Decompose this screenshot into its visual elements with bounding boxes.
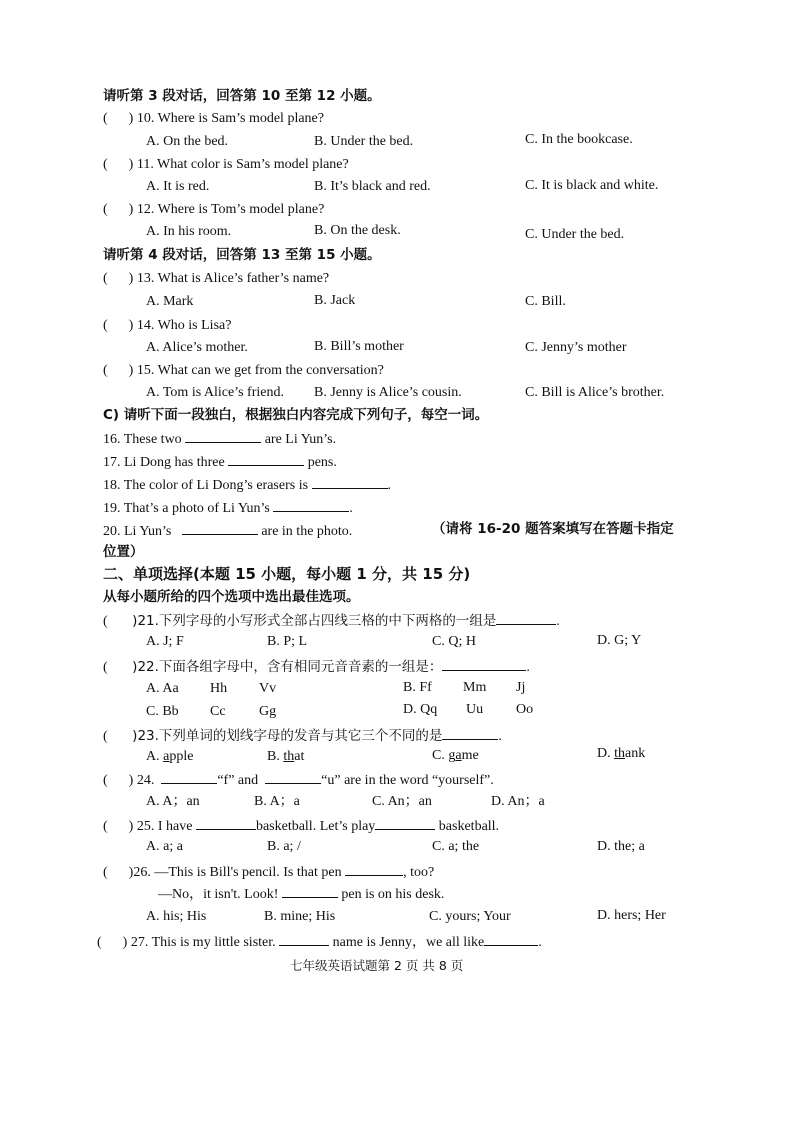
question-26: ( )26. —This is Bill's pencil. Is that pen , too? [103,862,434,882]
option-c: C. Bill. [525,294,566,309]
question-15: ( ) 15. What can we get from the conversation? [103,363,384,378]
option-b: B. It’s black and red. [314,179,431,194]
question-text: )23.下列单词的划线字母的发音与其它三个不同的是 [132,728,443,744]
section-2-header: 二、单项选择(本题 15 小题，每小题 1 分，共 15 分) [103,565,471,583]
question-10: ( ) 10. Where is Sam’s model plane? [103,111,324,126]
question-20: 20. Li Yun’s are in the photo. [103,521,352,541]
option-c: C. yours; Your [429,909,511,924]
answer-blank[interactable] [185,429,261,443]
option-c: C. It is black and white. [525,178,659,193]
question-19: 19. That’s a photo of Li Yun’s . [103,498,353,518]
option-a: A. Tom is Alice’s friend. [146,385,284,400]
answer-blank[interactable] [161,770,217,784]
option-c: C. Q; H [432,634,476,649]
option-c: C. Jenny’s mother [525,340,627,355]
section-header: 请听第 4 段对话，回答第 13 至第 15 小题。 [103,247,381,263]
option-b: B. Jack [314,293,356,308]
option-b: B. Ff [403,680,432,695]
question-12: ( ) 12. Where is Tom’s model plane? [103,202,325,217]
section-header: 请听第 3 段对话，回答第 10 至第 12 小题。 [103,88,381,104]
answer-blank[interactable] [375,816,435,830]
option-c: C. Bill is Alice’s brother. [525,385,665,400]
option-c-letter: Gg [259,704,277,719]
option-a: A. Mark [146,294,194,309]
answer-blank[interactable] [265,770,321,784]
option-d: D. thank [597,746,646,761]
question-text: ) 12. Where is Tom’s model plane? [128,202,325,217]
question-23: ( )23.下列单词的划线字母的发音与其它三个不同的是 . [103,728,502,744]
option-a: A. J; F [146,634,184,649]
option-a: A. a; a [146,839,183,854]
option-c: C. An；an [372,794,432,809]
answer-blank[interactable] [442,657,526,671]
option-d-letter: Oo [516,702,534,717]
question-text: )26. —This is Bill's pencil. Is that pen [128,865,342,880]
question-13: ( ) 13. What is Alice’s father’s name? [103,271,330,286]
section-2-instruction: 从每小题所给的四个选项中选出最佳选项。 [103,589,360,605]
answer-blank[interactable] [182,521,258,535]
option-b: B. P; L [267,634,308,649]
option-b: B. a; / [267,839,301,854]
option-a: A. A；an [146,794,200,809]
question-14: ( ) 14. Who is Lisa? [103,318,232,333]
option-c: C. Under the bed. [525,227,625,242]
option-a-letter: Vv [259,681,277,696]
question-text: ) 13. What is Alice’s father’s name? [128,271,330,286]
option-d: D. Qq [403,702,438,717]
option-d: D. An；a [491,794,545,809]
option-a: A. In his room. [146,224,232,239]
question-text: ) 11. What color is Sam’s model plane? [128,157,349,172]
option-a-letter: Hh [210,681,228,696]
option-c: C. game [432,748,479,763]
option-d-letter: Uu [466,702,484,717]
answer-blank[interactable] [279,932,329,946]
question-text: )21.下列字母的小写形式全部占四线三格的中下两格的一组是 [132,613,497,629]
option-b: B. A；a [254,794,300,809]
question-22: ( )22.下面各组字母中，含有相同元音音素的一组是： . [103,659,530,675]
answer-blank[interactable] [442,726,498,740]
option-b: B. Jenny is Alice’s cousin. [314,385,462,400]
answer-blank[interactable] [345,862,403,876]
question-text: ) 14. Who is Lisa? [128,318,232,333]
answer-blank[interactable] [312,475,388,489]
option-c-letter: Cc [210,704,226,719]
option-a: A. his; His [146,909,207,924]
option-c: C. a; the [432,839,480,854]
option-b: B. mine; His [264,909,336,924]
answer-blank[interactable] [484,932,538,946]
question-21: ( )21.下列字母的小写形式全部占四线三格的中下两格的一组是 . [103,613,560,629]
question-text: ) 25. I have [128,819,193,834]
option-d: D. hers; Her [597,908,666,923]
question-text: )22.下面各组字母中，含有相同元音音素的一组是： [132,659,443,675]
question-27: ( ) 27. This is my little sister. name is Jenny，we all like . [97,932,542,952]
option-c: C. In the bookcase. [525,132,633,147]
answer-blank[interactable] [282,884,338,898]
option-d: D. the; a [597,839,645,854]
option-b-letter: Mm [463,680,487,695]
question-text: ) 24. [128,773,155,788]
answer-blank[interactable] [273,498,349,512]
question-24: ( ) 24. “f” and “u” are in the word “yourself”. [103,770,494,790]
option-a: A. Alice’s mother. [146,340,248,355]
answer-sheet-note: （请将 16-20 题答案填写在答题卡指定 [432,521,674,537]
question-11: ( ) 11. What color is Sam’s model plane? [103,157,349,172]
option-b: B. Under the bed. [314,134,414,149]
option-b: B. that [267,749,305,764]
answer-blank[interactable] [196,816,256,830]
option-a: A. Aa [146,681,179,696]
option-b: B. On the desk. [314,223,401,238]
question-18: 18. The color of Li Dong’s erasers is . [103,475,391,495]
question-17: 17. Li Dong has three pens. [103,452,337,472]
question-25: ( ) 25. I have basketball. Let’s play basketball. [103,816,499,836]
question-26-reply: —No，it isn't. Look! pen is on his desk. [158,884,444,904]
option-a: A. It is red. [146,179,210,194]
question-text: ) 15. What can we get from the conversation? [128,363,384,378]
question-text: ) 10. Where is Sam’s model plane? [128,111,324,126]
option-b: B. Bill’s mother [314,339,404,354]
answer-blank[interactable] [496,611,556,625]
answer-blank[interactable] [228,452,304,466]
section-c-header: C) 请听下面一段独白，根据独白内容完成下列句子，每空一词。 [103,407,489,423]
page-footer: 七年级英语试题第 2 页 共 8 页 [290,958,464,973]
question-text: ) 27. This is my little sister. [122,935,276,950]
option-a: A. apple [146,749,194,764]
option-d: D. G; Y [597,633,642,648]
option-a: A. On the bed. [146,134,229,149]
answer-sheet-note-cont: 位置） [103,544,144,560]
question-16: 16. These two are Li Yun’s. [103,429,336,449]
option-b-letter: Jj [516,680,526,695]
option-c: C. Bb [146,704,179,719]
